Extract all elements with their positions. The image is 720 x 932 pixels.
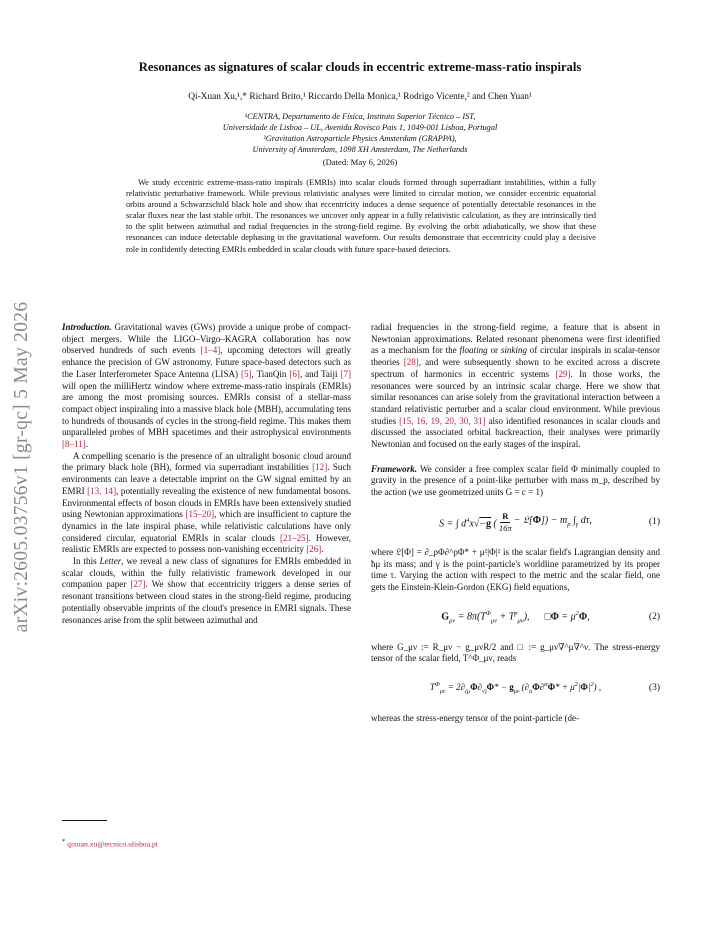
citation-link[interactable]: [21–25] — [279, 532, 309, 543]
dated-line: (Dated: May 6, 2026) — [322, 157, 398, 167]
emphasis-text: floating — [459, 345, 488, 356]
body-text: , potentially revealing the existence of new fundamental bosons. Environmental effects of boson clouds in EMRIs have been extensively studied using Newtonian approximations — [62, 485, 351, 520]
body-text: will open the milliHertz window where extreme-mass-ratio inspirals (EMRIs) are among the most promising sources. EMRIs consist of a stellar-mass compact object inspiraling into a massive black hole (MBH), accumulating tens to hundreds of thousands of cycles in the strong-field regime. This makes them unparalleled probes of MBH spacetimes and their astrophysical environments — [62, 380, 351, 438]
section-heading-framework: Framework. — [371, 463, 417, 474]
arxiv-watermark: arXiv:2605.03756v1 [gr-qc] 5 May 2026 — [11, 301, 32, 633]
body-text: In this — [73, 556, 100, 567]
body-paragraph: where 𝔏[Φ] = ∂_ρΦ∂^ρΦ* + μ²|Φ|² is the scalar field's Lagrangian density and ħμ its mass; and γ is the point-particle's worldline parametrized by its proper time τ. Varying the action with respect to the metric and the scalar field, one gets the Einstein-Klein-Gordon (EKG) field equations, — [371, 546, 660, 592]
body-text: , TianQin — [251, 368, 290, 379]
body-text: . In those works, the resonances were sourced by an intrinsic scalar charge. Here we show that similar resonances can arise solely from the gravitational interaction between a standard relativistic perturber and a scalar cloud environment. While previous studies — [371, 368, 660, 426]
citation-link[interactable]: [8–11] — [62, 439, 86, 450]
affiliation-line: ²Gravitation Astroparticle Physics Amsterdam (GRAPPA), — [263, 134, 457, 143]
author-list: Qi-Xuan Xu,¹,* Richard Brito,¹ Riccardo Della Monica,¹ Rodrigo Vicente,² and Chen Yuan¹ — [188, 92, 532, 102]
equation-number: (3) — [648, 683, 660, 694]
body-text: A compelling scenario is the presence of an ultralight bosonic cloud around the primary black hole (BH), formed via superradiant instabilities — [62, 450, 351, 473]
author-email-link[interactable]: qixuan.xu@tecnico.ulisboa.pt — [67, 839, 158, 849]
citation-link[interactable]: [5] — [240, 368, 252, 379]
body-text: We consider a free complex scalar field Φ minimally coupled to gravity in the presence of a point-like perturber with mass m_p, described by the action (we use geometrized units G = c = 1) — [371, 463, 660, 498]
section-heading-introduction: Introduction. — [62, 322, 112, 332]
framework-paragraph — [371, 464, 660, 499]
body-paragraph: whereas the stress-energy tensor of the point-particle (de- — [371, 713, 580, 724]
affiliations — [60, 111, 660, 155]
affiliation-line: ¹CENTRA, Departamento de Física, Instituto Superior Técnico – IST, — [244, 112, 476, 121]
citation-link[interactable]: [12] — [312, 462, 328, 473]
body-text: . We show that eccentricity triggers a dense series of resonant transitions between cloud states in the strong-field regime, producing potentially observable imprints of the cloud's presence in EMRI signals. These resonances arise from the split between azimuthal and — [62, 579, 351, 625]
affiliation-line: University of Amsterdam, 1098 XH Amsterdam, The Netherlands — [252, 145, 468, 154]
body-paragraph: where G_μν := R_μν − g_μνR/2 and □ := g_μν∇^μ∇^ν. The stress-energy tensor of the scalar field, T^Φ_μν, reads — [371, 641, 660, 664]
body-text: . — [321, 544, 324, 555]
equation-1: S = ∫ $d^4x√-g$ ( $\frac{R}{16\pi}$ − 𝔏[Φ]) − $m_p$ $\int_\gamma$ dτ, (1) — [439, 510, 660, 534]
body-paragraph — [62, 556, 351, 626]
equation-2: $G_{\mu\nu} = 8\pi(T^\Phi_{\mu\nu} + T^p_{\mu\nu})$, □Φ = $\mu^2\Phi$, (2) — [441, 610, 660, 625]
citation-link[interactable]: [1–4] — [200, 345, 221, 356]
citation-link[interactable]: [6] — [289, 368, 300, 379]
body-text: radial frequencies in the strong-field regime, a feature that is absent in Newtonian approximations. Related resonant phenomena were first identified as a mechanism for the — [371, 322, 660, 356]
body-text: of circular inspirals in scalar-tensor theories — [371, 345, 660, 368]
body-text: , we reveal a new class of signatures for EMRIs embedded in scalar clouds, within the fully relativistic framework developed in our companion paper — [62, 556, 351, 590]
affiliation-line: Universidade de Lisboa – UL, Avenida Rovisco Pais 1, 1049-001 Lisboa, Portugal — [222, 123, 498, 132]
citation-link[interactable]: [26] — [306, 544, 322, 555]
body-text: , and were subsequently shown to be excited across a discrete spectrum of harmonics in eccentric systems — [371, 357, 660, 379]
right-column — [371, 322, 660, 725]
body-text: also identified resonances in scalar clouds and discussed the associated orbital backreaction, their analyses were primarily Newtonian and focused on the early stages of the inspiral. — [371, 415, 660, 450]
abstract: We study eccentric extreme-mass-ratio inspirals (EMRIs) into scalar clouds formed through superradiant instabilities, within a fully relativistic perturbative framework. While previous relativistic analyses were limited to circular motion, we consider eccentric equatorial orbits around a Schwarzschild black hole and show that eccentricity induces a dense sequence of potentially detectable resonances in the scalar fluxes near the last stable orbit. The resonances we uncover only appear in a fully relativistic calculation, as they are intrinsically tied to the split between azimuthal and radial frequencies in the strong-field regime. By evolving the orbit adiabatically, we show that these resonances can induce detectable dephasing in the gravitational waveform. Our results demonstrate that eccentricity could play a decisive role in confidently detecting EMRIs embedded in scalar clouds with future space-based detectors. — [126, 178, 596, 254]
body-text: , and Taiji — [299, 368, 341, 379]
citation-link[interactable]: [29] — [555, 368, 571, 379]
body-text: Gravitational waves (GWs) provide a unique probe of compact-object mergers. While the LIGO–Virgo–KAGRA collaboration has now observed hundreds of such events — [62, 322, 351, 356]
body-paragraph — [62, 451, 351, 556]
footnote — [62, 838, 158, 849]
body-text: . Such environments can leave a detectable imprint on the GW signal emitted by an EMRI — [62, 462, 351, 496]
footnote-mark: * — [62, 838, 66, 845]
intro-paragraph — [62, 322, 351, 451]
citation-link[interactable]: [15–20] — [185, 509, 215, 520]
fraction: $\frac{R}{16\pi}$ — [498, 510, 512, 534]
body-text: . However, realistic EMRIs are expected to possess non-vanishing eccentricity — [62, 532, 351, 555]
paper-title: Resonances as signatures of scalar clouds in eccentric extreme-mass-ratio inspirals — [138, 60, 582, 74]
body-paragraph — [371, 322, 660, 451]
body-text: , upcoming detectors will greatly enhance the precision of GW astronomy. Future space-based detectors such as the Laser Interferometer Space Antenna (LISA) — [62, 345, 351, 379]
footnote-rule — [62, 820, 107, 821]
emphasis-text: sinking — [500, 345, 527, 356]
emphasis-text: Letter — [99, 556, 122, 567]
left-column — [62, 322, 351, 626]
body-text: , which are insufficient to capture the dynamics in the late inspiral phase, while relativistic calculations have only considered circular, equatorial EMRIs in scalar clouds — [62, 509, 351, 543]
citation-link[interactable]: [27] — [130, 579, 146, 590]
citation-link[interactable]: [28] — [403, 357, 419, 368]
body-text: or — [487, 345, 501, 356]
equation-3: $T^\Phi_{\mu\nu} = 2\partial_{(\mu}\Phi\partial_{\nu)}\Phi* - g_{\mu\nu}$ $(\partial_\alpha\Phi\partial^\alpha\Phi* + \mu^2|\Phi|^2)$ , (3) — [429, 681, 660, 696]
body-text: . — [85, 439, 89, 450]
citation-link[interactable]: [7] — [340, 368, 351, 379]
equation-number: (2) — [648, 611, 660, 622]
citation-link[interactable]: [15, 16, 19, 20, 30, 31] — [399, 415, 486, 426]
citation-link[interactable]: [13, 14] — [87, 485, 117, 496]
equation-number: (1) — [648, 516, 660, 527]
